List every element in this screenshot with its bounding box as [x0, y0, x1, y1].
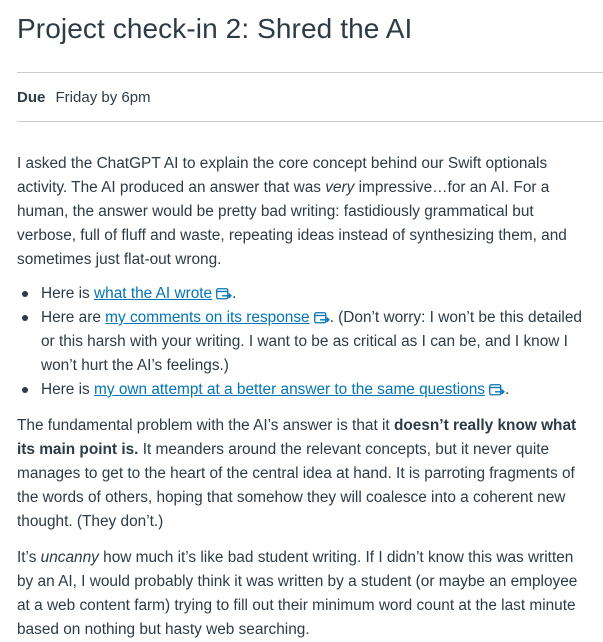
- uncanny-emphasis: uncanny: [40, 549, 99, 566]
- list-item-suffix: . (Don’t worry: I won’t be this detailed or this harsh with your writing. I want to be as critical as I can be, and I know I won’t hurt the AI’s feelings.): [41, 309, 582, 374]
- due-divider: [17, 121, 603, 122]
- intro-text-2: impressive…for an AI. For a human, the answer would be pretty bad writing: fastidiously grammatical but verbose, full of fluff and waste, repeating ideas instead of synthesizing them, and sometimes just flat-out wrong.: [17, 179, 567, 268]
- assignment-description: [17, 152, 591, 642]
- resource-link-list: [17, 282, 591, 402]
- list-item-prefix: Here is: [41, 285, 95, 302]
- due-value: Friday by 6pm: [55, 89, 151, 106]
- better-answer-link[interactable]: my own attempt at a better answer to the same questions: [94, 381, 485, 398]
- main-point-text-2: It meanders around the relevant concepts, but it never quite manages to get to the heart of the central idea at hand. It is parroting fragments of the words of others, hoping that somehow they will coalesce into a coherent new thought. (They don’t.): [17, 441, 575, 530]
- title-divider: [17, 72, 603, 73]
- due-label: Due: [17, 89, 46, 106]
- intro-text-1: I asked the ChatGPT AI to explain the core concept behind our Swift optionals activity. The AI produced an answer that was: [17, 155, 548, 196]
- list-item: [39, 306, 591, 378]
- list-item: [39, 378, 591, 402]
- main-point-text-1: The fundamental problem with the AI’s answer is that it: [17, 417, 394, 434]
- list-item-prefix: Here are: [41, 309, 106, 326]
- external-link-icon[interactable]: [314, 312, 330, 324]
- intro-emphasis: very: [325, 179, 355, 196]
- intro-paragraph: [17, 152, 591, 272]
- page-title: Project check-in 2: Shred the AI: [17, 13, 413, 44]
- main-point-bold: doesn’t really know what its main point is.: [17, 417, 577, 458]
- uncanny-paragraph: [17, 546, 591, 642]
- my-comments-link[interactable]: my comments on its response: [105, 309, 310, 326]
- main-point-paragraph: [17, 414, 591, 534]
- uncanny-text-1: It’s: [17, 549, 41, 566]
- uncanny-text-2: how much it’s like bad student writing. If I didn’t know this was written by an AI, I would probably think it was written by a student (or maybe an employee at a web content farm) trying to fill out their minimum word count at the last minute based on nothing but hasty web searching.: [17, 549, 578, 638]
- list-item-prefix: Here is: [41, 381, 95, 398]
- ai-wrote-link[interactable]: what the AI wrote: [94, 285, 213, 302]
- external-link-icon[interactable]: [216, 288, 232, 300]
- due-date-row: [17, 89, 151, 106]
- external-link-icon[interactable]: [489, 384, 505, 396]
- list-item-suffix: .: [504, 381, 510, 398]
- list-item-suffix: .: [232, 285, 237, 302]
- list-item: [39, 282, 591, 306]
